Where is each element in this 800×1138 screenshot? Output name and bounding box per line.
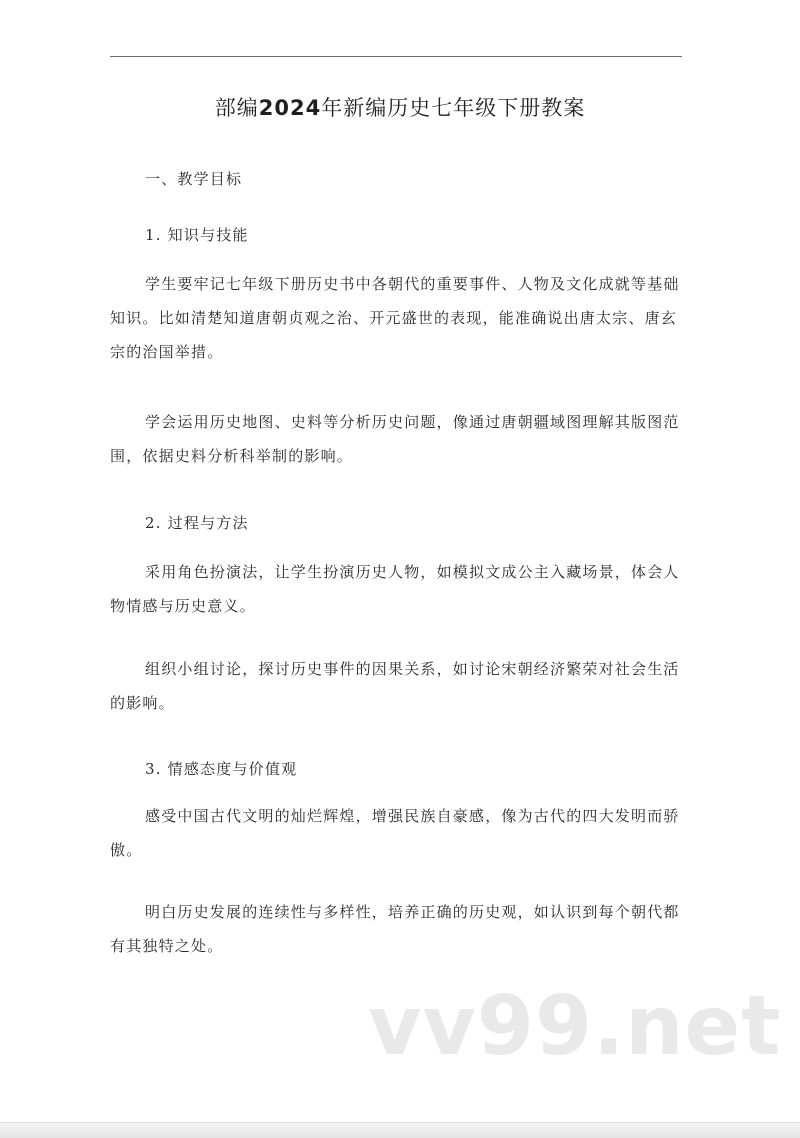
header-rule	[110, 56, 682, 57]
paragraph-process-1	[110, 555, 690, 623]
paragraph-process-2	[110, 652, 690, 720]
paragraph-knowledge-2	[110, 405, 690, 473]
subheading-process-methods: 2. 过程与方法	[145, 514, 249, 532]
paragraph-text: 采用角色扮演法，让学生扮演历史人物，如模拟文成公主入藏场景，体会人物情感与历史意义。	[110, 563, 680, 615]
paragraph-text: 组织小组讨论，探讨历史事件的因果关系，如讨论宋朝经济繁荣对社会生活的影响。	[110, 660, 680, 712]
paragraph-values-2	[110, 895, 690, 963]
subheading-knowledge-skills: 1. 知识与技能	[145, 226, 249, 244]
paragraph-text: 明白历史发展的连续性与多样性，培养正确的历史观，如认识到每个朝代都有其独特之处。	[110, 903, 680, 955]
watermark: vv99.net	[368, 979, 782, 1074]
subheading-values: 3. 情感态度与价值观	[145, 760, 298, 778]
paragraph-text: 学会运用历史地图、史料等分析历史问题，像通过唐朝疆域图理解其版图范围，依据史料分析科举制的影响。	[110, 413, 680, 465]
paragraph-text: 感受中国古代文明的灿烂辉煌，增强民族自豪感，像为古代的四大发明而骄傲。	[110, 807, 680, 859]
title-prefix: 部编	[214, 96, 259, 120]
title-year: 2024	[258, 96, 322, 120]
section-heading-objectives: 一、教学目标	[145, 170, 243, 188]
paragraph-knowledge-1	[110, 267, 690, 369]
title-suffix: 年新编历史七年级下册教案	[321, 96, 586, 120]
page-title	[0, 92, 800, 122]
paragraph-text: 学生要牢记七年级下册历史书中各朝代的重要事件、人物及文化成就等基础知识。比如清楚知道唐朝贞观之治、开元盛世的表现，能准确说出唐太宗、唐玄宗的治国举措。	[110, 275, 680, 361]
paragraph-values-1	[110, 799, 690, 867]
page-bottom-edge	[0, 1122, 800, 1138]
